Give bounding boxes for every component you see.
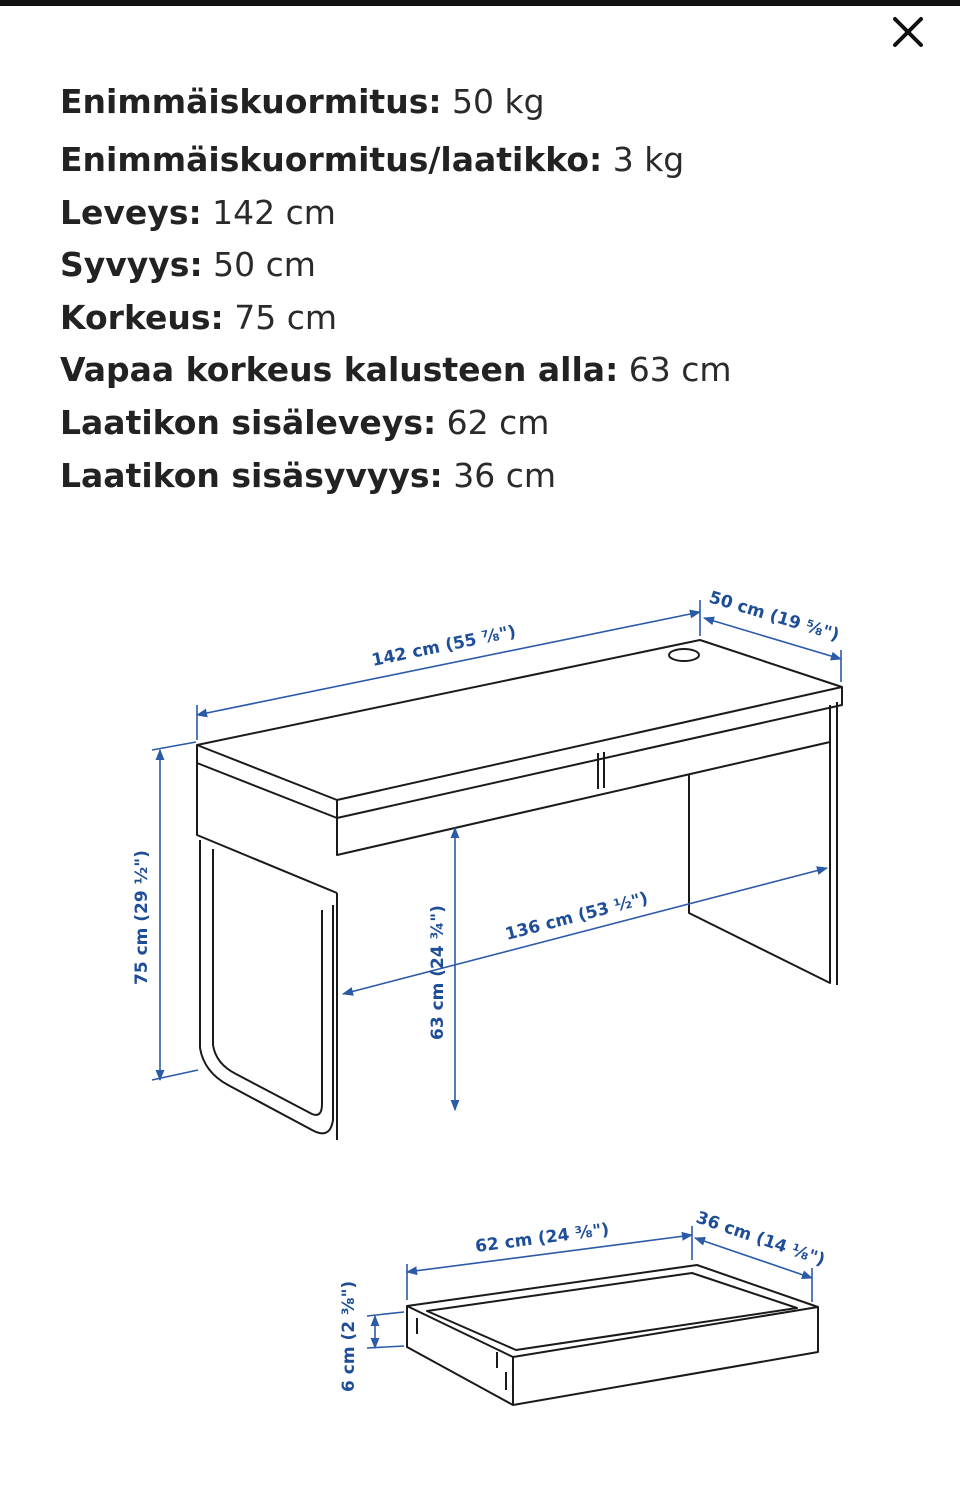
spec-label: Vapaa korkeus kalusteen alla: xyxy=(60,350,619,390)
spec-value: 142 cm xyxy=(212,192,336,232)
spec-value: 50 cm xyxy=(213,245,316,285)
spec-label: Korkeus: xyxy=(60,297,224,337)
desk-width-label: 142 cm (55 ⅞") xyxy=(369,621,518,671)
desk-inner-width-label: 136 cm (53 ½") xyxy=(503,888,651,945)
spec-label: Enimmäiskuormitus/laatikko: xyxy=(60,140,603,179)
spec-value: 63 cm xyxy=(628,350,732,390)
spec-value: 62 cm xyxy=(446,402,550,442)
drawer-illustration xyxy=(407,1265,818,1405)
spec-label: Leveys: xyxy=(60,192,202,232)
spec-value: 3 kg xyxy=(612,140,685,179)
spec-label: Laatikon sisäleveys: xyxy=(60,402,437,442)
spec-value: 36 cm xyxy=(453,455,557,495)
desk-height-label: 75 cm (29 ½") xyxy=(132,850,152,985)
spec-label: Syvyys: xyxy=(60,245,203,285)
spec-value: 50 kg xyxy=(452,86,545,121)
spec-value: 75 cm xyxy=(234,297,337,337)
drawer-depth-label: 36 cm (14 ⅛") xyxy=(693,1207,828,1271)
drawer-height-label: 6 cm (2 ⅜") xyxy=(339,1280,359,1392)
drawer-width-label: 62 cm (24 ⅜") xyxy=(474,1219,611,1257)
spec-label: Enimmäiskuormitus: xyxy=(60,86,442,121)
desk-depth-label: 50 cm (19 ⅝") xyxy=(706,587,842,646)
desk-clearance-label: 63 cm (24 ¾") xyxy=(428,905,448,1040)
spec-label: Laatikon sisäsyvyys: xyxy=(60,455,443,495)
